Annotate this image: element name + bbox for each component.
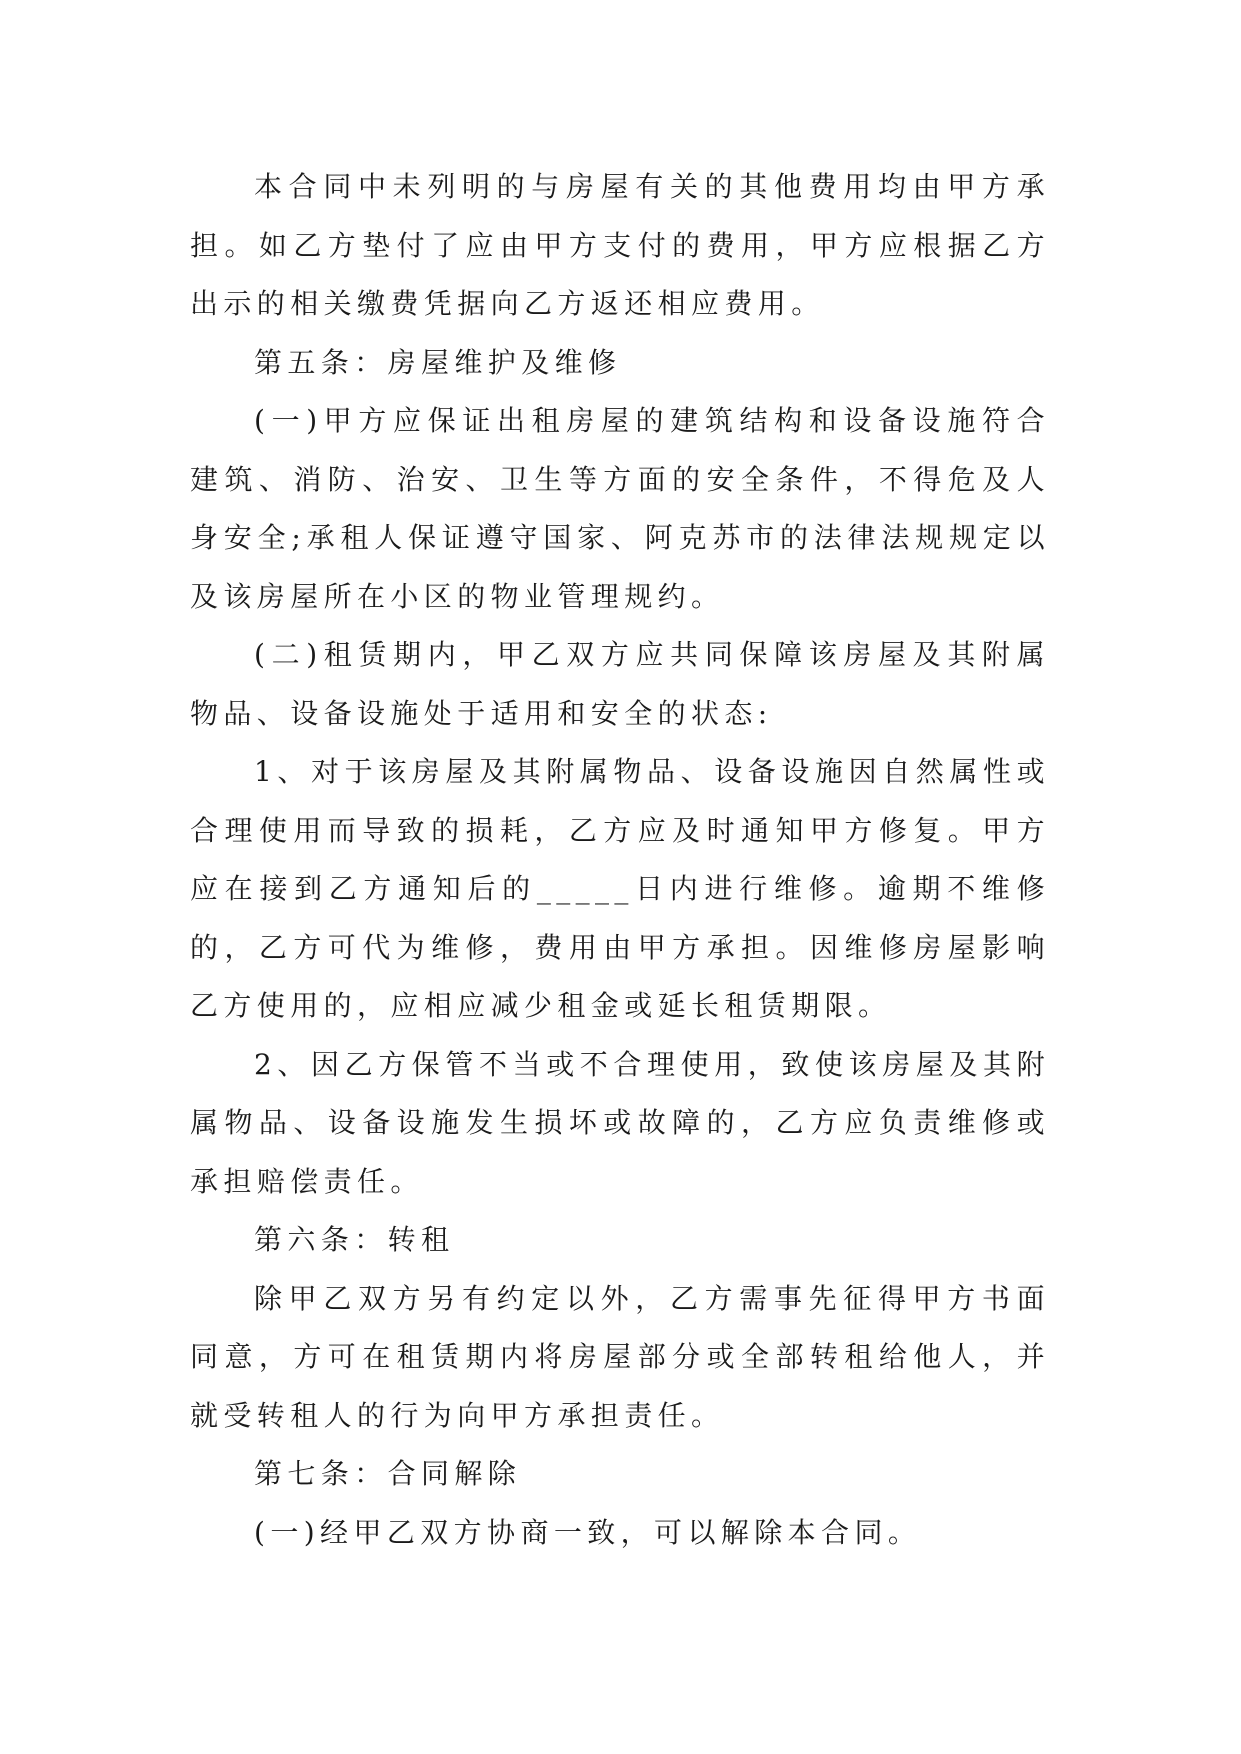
heading-article-6: 第六条：转租 [254,1223,455,1256]
heading-article-5: 第五条：房屋维护及维修 [254,345,622,379]
document-body [190,158,1050,1562]
paragraph-article-5-item-2: (二)租赁期内，甲乙双方应共同保障该房屋及其附属物品、设备设施处于适用和安全的状态: [190,638,1050,730]
paragraph-article-5-clause-1: 1、对于该房屋及其附属物品、设备设施因自然属性或合理使用而导致的损耗，乙方应及时通知甲方修复。甲方应在接到乙方通知后的_____日内进行维修。逾期不维修的，乙方可代为维修，费用由甲方承担。因维修房屋影响乙方使用的，应相应减少租金或延长租赁期限。 [190,755,1050,1022]
paragraph-article-7-item-1: (一)经甲乙双方协商一致，可以解除本合同。 [254,1515,922,1549]
paragraph-article-6-body: 除甲乙双方另有约定以外，乙方需事先征得甲方书面同意，方可在租赁期内将房屋部分或全部转租给他人，并就受转租人的行为向甲方承担责任。 [190,1281,1050,1432]
paragraph-article-5-item-1: (一)甲方应保证出租房屋的建筑结构和设备设施符合建筑、消防、治安、卫生等方面的安全条件，不得危及人身安全;承租人保证遵守国家、阿克苏市的法律法规规定以及该房屋所在小区的物业管理规约。 [190,404,1050,613]
paragraph-other-fees: 本合同中未列明的与房屋有关的其他费用均由甲方承担。如乙方垫付了应由甲方支付的费用，甲方应根据乙方出示的相关缴费凭据向乙方返还相应费用。 [190,170,1050,320]
paragraph-article-5-clause-2: 2、因乙方保管不当或不合理使用，致使该房屋及其附属物品、设备设施发生损坏或故障的，乙方应负责维修或承担赔偿责任。 [190,1047,1050,1198]
heading-article-7: 第七条：合同解除 [254,1457,522,1490]
